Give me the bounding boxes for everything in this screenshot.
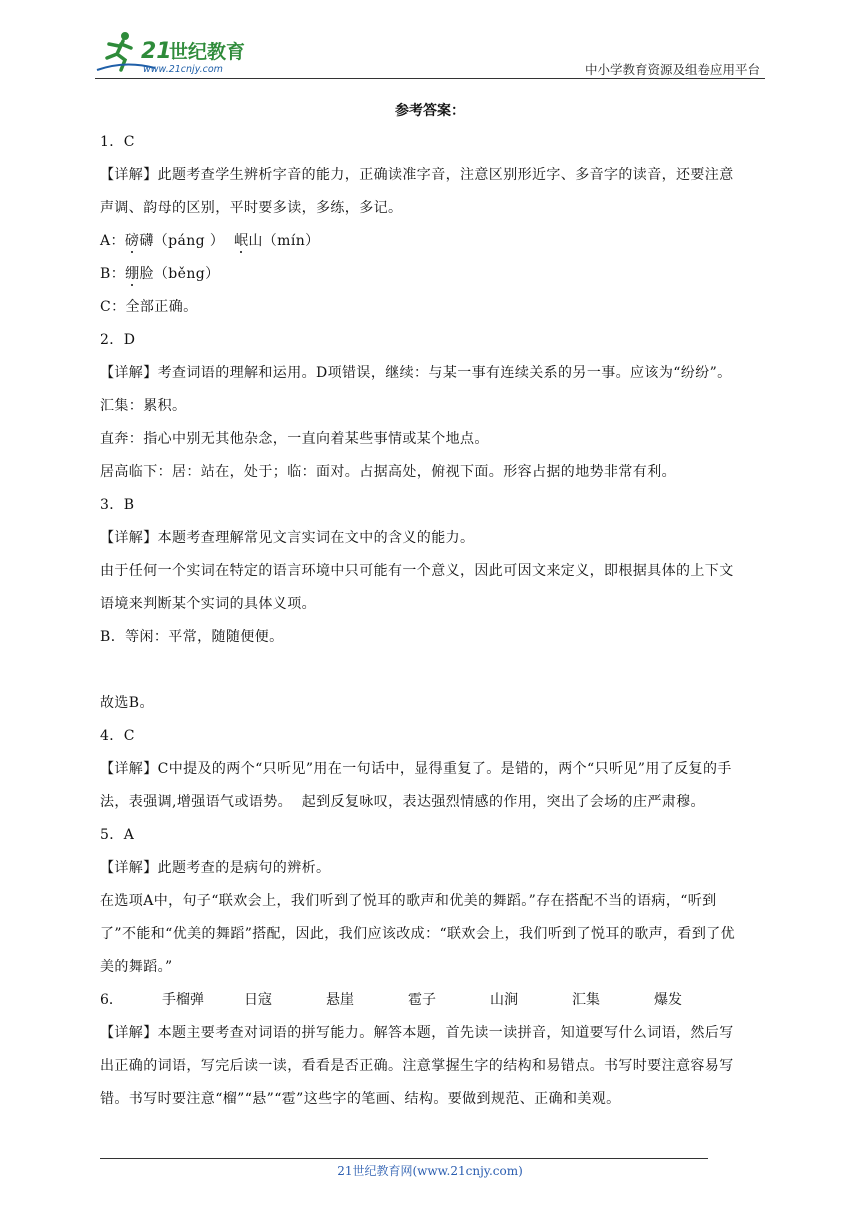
text-line: 【详解】此题考查的是病句的辨析。 <box>100 860 331 876</box>
pinyin-line <box>100 225 760 258</box>
text-line: 了”不能和“优美的舞蹈”搭配，因此，我们应该改成：“联欢会上，我们听到了悦耳的歌声，看到了优 <box>100 926 736 942</box>
text-line: 语境来判断某个实词的具体义项。 <box>100 596 316 612</box>
text-line: 故选B。 <box>100 695 154 711</box>
text-line: 2．D <box>100 332 136 348</box>
svg-text:www.21cnjy.com: www.21cnjy.com <box>143 64 223 75</box>
svg-text:21: 21 <box>141 39 172 64</box>
text-line: C：全部正确。 <box>100 299 198 315</box>
answer-list <box>100 126 760 1116</box>
text-line: 错。书写时要注意“榴”“悬”“雹”这些字的笔画、结构。要做到规范、正确和美观。 <box>100 1091 621 1107</box>
text-line: 由于任何一个实词在特定的语言环境中只可能有一个意义，因此可因文来定义，即根据具体的上下文 <box>100 563 734 579</box>
header-divider <box>95 78 765 79</box>
text-line: 声调、韵母的区别，平时要多读，多练，多记。 <box>100 200 403 216</box>
emphasis-char: 绷 <box>125 266 140 282</box>
text-line: 5．A <box>100 827 135 843</box>
text-line: B．等闲：平常，随随便便。 <box>100 629 284 645</box>
text-line: 【详解】考查词语的理解和运用。D项错误，继续：与某一事有连续关系的另一事。应该为“纷纷”。 <box>100 365 732 381</box>
page-header <box>95 30 765 80</box>
text-line: 【详解】C中提及的两个“只听见”用在一句话中，显得重复了。是错的，两个“只听见”用了反复的手 <box>100 761 732 777</box>
emphasis-char: 岷 <box>233 233 249 249</box>
text-segment: B： <box>100 266 126 282</box>
text-line: 【详解】本题考查理解常见文言实词在文中的含义的能力。 <box>100 530 475 546</box>
svg-text:世纪教育: 世纪教育 <box>169 41 246 63</box>
answer-6-words <box>100 984 760 1017</box>
answer-word: 雹子 <box>408 992 436 1008</box>
answer-word: 爆发 <box>654 992 682 1008</box>
answer-word: 日寇 <box>244 992 272 1008</box>
text-line: 在选项A中，句子“联欢会上，我们听到了悦耳的歌声和优美的舞蹈。”存在搭配不当的语病，“听到 <box>100 893 717 909</box>
answer-word: 手榴弹 <box>162 992 204 1008</box>
text-line: 居高临下：居：站在，处于；临：面对。占据高处，俯视下面。形容占据的地势非常有利。 <box>100 464 676 480</box>
emphasis-char: 磅 <box>124 233 140 249</box>
text-line: 【详解】此题考查学生辨析字音的能力，正确读准字音，注意区别形近字、多音字的读音，还要注意 <box>100 167 734 183</box>
footer-divider <box>100 1158 708 1159</box>
text-line: 【详解】本题主要考查对词语的拼写能力。解答本题，首先读一读拼音，知道要写什么词语，然后写 <box>100 1025 734 1041</box>
text-segment: 山（mín） <box>248 233 320 249</box>
answer-word: 山涧 <box>490 992 518 1008</box>
text-line: 1．C <box>100 134 135 150</box>
answer-word: 悬崖 <box>326 992 354 1008</box>
platform-name: 中小学教育资源及组卷应用平台 <box>584 62 760 77</box>
text-line: 出正确的词语，写完后读一读，看看是否正确。注意掌握生字的结构和易错点。书写时要注意容易写 <box>100 1058 734 1074</box>
text-line: 法，表强调,增强语气或语势。 起到反复咏叹，表达强烈情感的作用，突出了会场的庄严肃穆。 <box>100 794 705 810</box>
text-segment: A： <box>100 233 125 249</box>
blank-line <box>100 654 760 687</box>
answer-word: 汇集 <box>572 992 600 1008</box>
text-segment: 脸（běng） <box>139 266 220 282</box>
text-line: 美的舞蹈。” <box>100 959 173 975</box>
text-line: 4．C <box>100 728 135 744</box>
text-line: 汇集：累积。 <box>100 398 187 414</box>
site-logo <box>95 30 265 76</box>
answer-content <box>100 96 760 1116</box>
footer-link[interactable]: 21世纪教育网(www.21cnjy.com) <box>337 1164 523 1178</box>
question-number: 6． <box>100 992 123 1008</box>
page-title: 参考答案： <box>395 103 465 119</box>
text-line: 直奔：指心中别无其他杂念，一直向着某些事情或某个地点。 <box>100 431 489 447</box>
text-line: 3．B <box>100 497 135 513</box>
text-segment: 礴（páng ） <box>139 233 234 249</box>
pinyin-line <box>100 258 760 291</box>
